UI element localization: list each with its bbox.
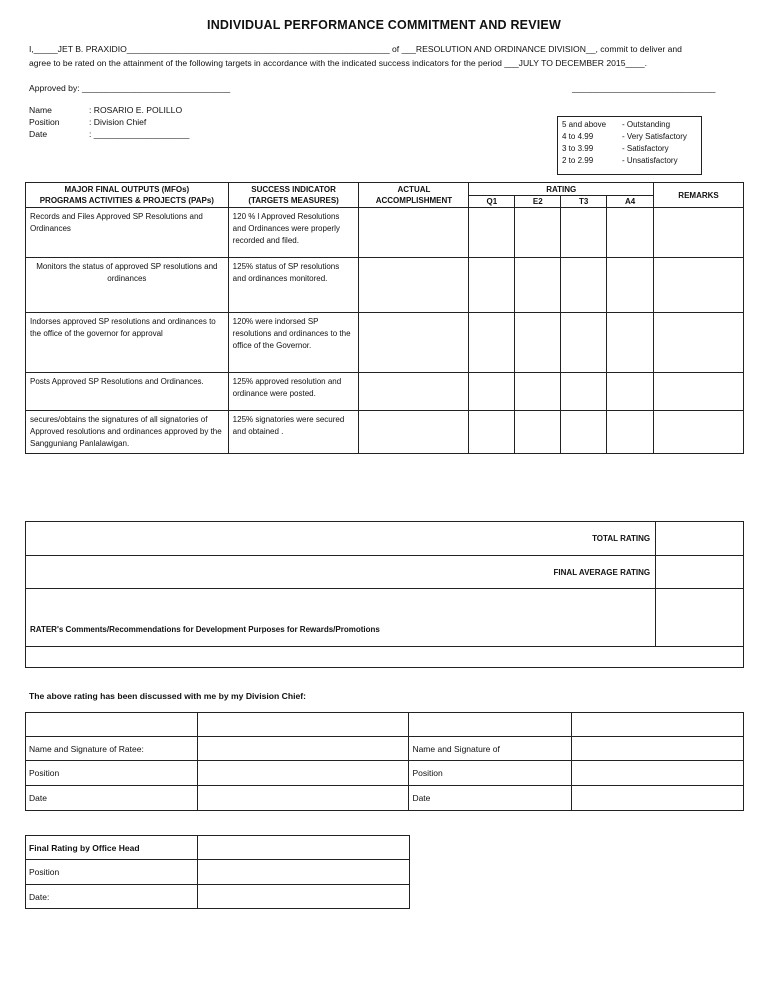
remarks-cell[interactable] [654, 208, 744, 258]
totals-table [25, 521, 744, 668]
header-q1: Q1 [469, 196, 515, 208]
commitment-line-1 [29, 44, 682, 54]
approver-date-label: Date [29, 129, 48, 139]
final-rating-table [25, 835, 410, 909]
ratee-date-label: Date [26, 786, 198, 811]
scale-row [562, 155, 687, 167]
performance-table [25, 182, 744, 454]
mfo-cell: secures/obtains the signatures of all signatories of Approved resolutions and ordinances approved by the Sangguniang Panlalawigan. [26, 411, 229, 454]
remarks-cell[interactable] [654, 411, 744, 454]
header-t3: T3 [561, 196, 607, 208]
blank-cell[interactable] [409, 713, 572, 737]
remarks-cell[interactable] [654, 373, 744, 411]
q1-cell[interactable] [469, 373, 515, 411]
rater-position-field[interactable] [572, 761, 744, 786]
remarks-cell[interactable] [654, 313, 744, 373]
header-remarks: REMARKS [654, 183, 744, 208]
rater-date-field[interactable] [572, 786, 744, 811]
rater-name-label: Name and Signature of [409, 737, 572, 761]
q1-cell[interactable] [469, 258, 515, 313]
e2-cell[interactable] [515, 411, 561, 454]
indicator-cell: 125% status of SP resolutions and ordinances monitored. [228, 258, 359, 313]
ratee-name-field[interactable] [197, 737, 409, 761]
table-row [26, 208, 744, 258]
header-mfo-line1: MAJOR FINAL OUTPUTS (MFOs) [64, 185, 190, 194]
header-mfo-line2: PROGRAMS ACTIVITIES & PROJECTS (PAPs) [39, 196, 214, 205]
scale-row [562, 131, 687, 143]
right-signature-blank: ______________________________ [572, 83, 716, 93]
t3-cell[interactable] [561, 411, 607, 454]
scale-range: 4 to 4.99 [562, 132, 594, 141]
e2-cell[interactable] [515, 373, 561, 411]
discussed-statement: The above rating has been discussed with me by my Division Chief: [29, 691, 306, 701]
intro-prefix: I, [29, 44, 34, 54]
blank-cell[interactable] [572, 713, 744, 737]
approver-name-value: : ROSARIO E. POLILLO [89, 105, 183, 115]
scale-row [562, 143, 687, 155]
e2-cell[interactable] [515, 313, 561, 373]
t3-cell[interactable] [561, 373, 607, 411]
approver-position-label: Position [29, 117, 60, 127]
mfo-cell: Records and Files Approved SP Resolutions and Ordinances [26, 208, 229, 258]
final-average-label: FINAL AVERAGE RATING [26, 556, 656, 589]
scale-rating: - Very Satisfactory [622, 132, 687, 141]
scale-range: 3 to 3.99 [562, 144, 594, 153]
rater-comments-blank[interactable] [656, 589, 744, 647]
rater-comments-label: RATER's Comments/Recommendations for Development Purposes for Rewards/Promotions [26, 589, 656, 647]
actual-cell[interactable] [359, 208, 469, 258]
approver-position-value: : Division Chief [89, 117, 147, 127]
mfo-cell: Monitors the status of approved SP resolutions and ordinances [26, 258, 229, 313]
header-rating: RATING [469, 183, 654, 196]
blank-cell[interactable] [26, 713, 198, 737]
ratee-name-label: Name and Signature of Ratee: [26, 737, 198, 761]
a4-cell[interactable] [607, 313, 654, 373]
e2-cell[interactable] [515, 208, 561, 258]
a4-cell[interactable] [607, 258, 654, 313]
table-row [26, 258, 744, 313]
a4-cell[interactable] [607, 411, 654, 454]
intro-of: of [392, 44, 400, 54]
page-title: INDIVIDUAL PERFORMANCE COMMITMENT AND REVIEW [207, 18, 561, 32]
actual-cell[interactable] [359, 411, 469, 454]
header-indicator-line2: (TARGETS MEASURES) [248, 196, 339, 205]
rater-date-label: Date [409, 786, 572, 811]
scale-row [562, 119, 687, 131]
a4-cell[interactable] [607, 373, 654, 411]
employee-name: _____JET B. PRAXIDIO_______________________________________________________ [33, 44, 390, 54]
mfo-cell: Posts Approved SP Resolutions and Ordinances. [26, 373, 229, 411]
t3-cell[interactable] [561, 208, 607, 258]
final-date-label: Date: [26, 885, 198, 909]
intro-text: agree to be rated on the attainment of the following targets in accordance with the indicated success indicators for the period [29, 58, 502, 68]
header-indicator [228, 183, 359, 208]
indicator-cell: 125% signatories were secured and obtained . [228, 411, 359, 454]
indicator-cell: 125% approved resolution and ordinance were posted. [228, 373, 359, 411]
scale-rating: - Outstanding [622, 120, 671, 129]
approved-by [29, 83, 230, 93]
header-e2: E2 [515, 196, 561, 208]
scale-range: 5 and above [562, 120, 607, 129]
table-row [26, 313, 744, 373]
actual-cell[interactable] [359, 258, 469, 313]
actual-cell[interactable] [359, 313, 469, 373]
rating-scale-legend [557, 116, 702, 175]
e2-cell[interactable] [515, 258, 561, 313]
q1-cell[interactable] [469, 411, 515, 454]
blank-cell[interactable] [197, 713, 409, 737]
final-average-value[interactable] [656, 556, 744, 589]
t3-cell[interactable] [561, 313, 607, 373]
approver-name-label: Name [29, 105, 52, 115]
remarks-cell[interactable] [654, 258, 744, 313]
final-rating-field[interactable] [197, 836, 409, 860]
signature-table [25, 712, 744, 811]
header-actual-line2: ACCOMPLISHMENT [375, 196, 453, 205]
scale-rating: - Satisfactory [622, 144, 669, 153]
commitment-line-2 [29, 58, 647, 68]
ratee-position-field[interactable] [197, 761, 409, 786]
final-rating-label: Final Rating by Office Head [26, 836, 198, 860]
rating-period: ___JULY TO DECEMBER 2015____ [504, 58, 645, 68]
total-rating-value[interactable] [656, 522, 744, 556]
rater-name-field[interactable] [572, 737, 744, 761]
table-row [26, 373, 744, 411]
header-a4: A4 [607, 196, 654, 208]
a4-cell[interactable] [607, 208, 654, 258]
scale-range: 2 to 2.99 [562, 156, 594, 165]
indicator-cell: 120% were indorsed SP resolutions and ordinances to the office of the Governor. [228, 313, 359, 373]
final-position-label: Position [26, 860, 198, 885]
indicator-cell: 120 % l Approved Resolutions and Ordinances were properly recorded and filed. [228, 208, 359, 258]
q1-cell[interactable] [469, 313, 515, 373]
division-name: ___RESOLUTION AND ORDINANCE DIVISION__ [401, 44, 596, 54]
ratee-date-field[interactable] [197, 786, 409, 811]
scale-rating: - Unsatisfactory [622, 156, 678, 165]
actual-cell[interactable] [359, 373, 469, 411]
t3-cell[interactable] [561, 258, 607, 313]
approved-by-label: Approved by: [29, 83, 80, 93]
mfo-cell: Indorses approved SP resolutions and ordinances to the office of the governor for approval [26, 313, 229, 373]
header-actual [359, 183, 469, 208]
table-row [26, 411, 744, 454]
intro-end: . [644, 58, 648, 68]
header-indicator-line1: SUCCESS INDICATOR [251, 185, 336, 194]
ratee-position-label: Position [26, 761, 198, 786]
header-mfo [26, 183, 229, 208]
approved-by-blank: _______________________________ [82, 83, 231, 93]
header-actual-line1: ACTUAL [397, 185, 431, 194]
intro-suffix: , commit to deliver and [595, 44, 682, 54]
q1-cell[interactable] [469, 208, 515, 258]
final-position-field[interactable] [197, 860, 409, 885]
rater-position-label: Position [409, 761, 572, 786]
final-date-field[interactable] [197, 885, 409, 909]
approver-date-value: : ____________________ [89, 129, 190, 139]
rater-comments-field[interactable] [26, 647, 744, 668]
total-rating-label: TOTAL RATING [26, 522, 656, 556]
